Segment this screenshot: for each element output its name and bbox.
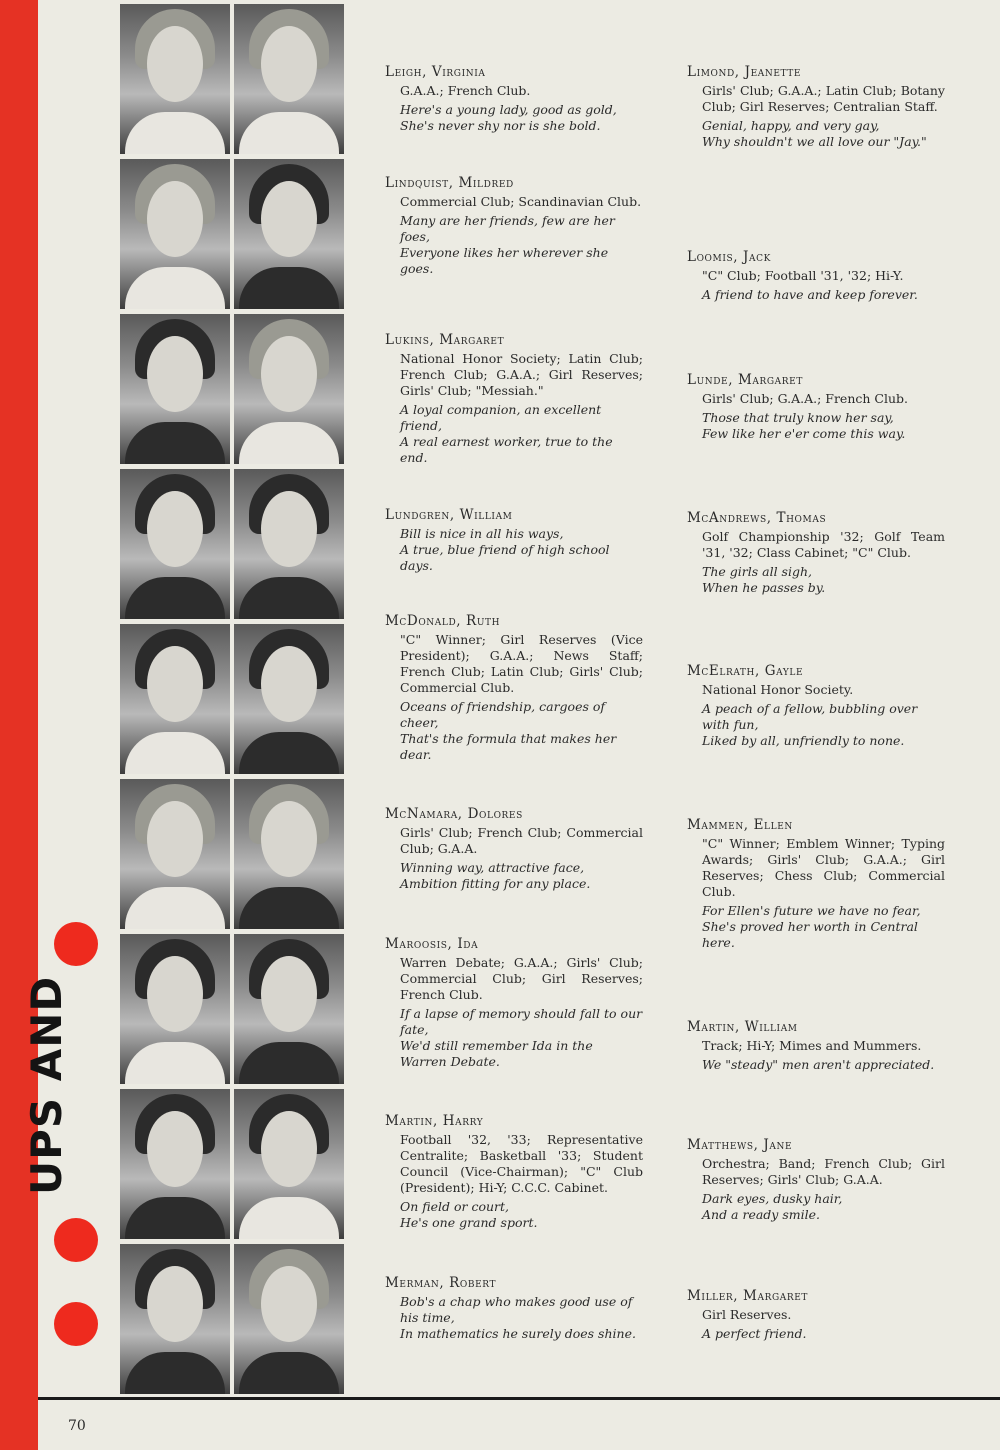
student-name: Maroosis, Ida xyxy=(385,936,479,952)
student-verse: We "steady" men aren't appreciated. xyxy=(702,1057,935,1072)
student-activities: "C" Winner; Girl Reserves (Vice President); G.A.A.; News Staff; French Club; Latin Club; Girls' Club; Commercial Club. xyxy=(400,632,643,695)
student-activities: Girls' Club; G.A.A.; French Club. xyxy=(702,391,908,406)
student-activities: National Honor Society; Latin Club; French Club; G.A.A.; Girl Reserves; Girls' Club; "Messiah." xyxy=(400,351,643,398)
student-activities: Track; Hi-Y; Mimes and Mummers. xyxy=(702,1038,922,1053)
red-dot-top xyxy=(54,922,98,966)
portrait-photo xyxy=(234,1244,344,1394)
portrait-photo xyxy=(234,469,344,619)
red-dot-middle xyxy=(54,1218,98,1262)
portrait-photo xyxy=(120,469,230,619)
student-entry xyxy=(385,507,643,574)
student-name: Lundgren, William xyxy=(385,507,513,523)
portrait-photo xyxy=(234,624,344,774)
student-entry xyxy=(385,936,643,1070)
student-activities: Girls' Club; G.A.A.; Latin Club; Botany Club; Girl Reserves; Centralian Staff. xyxy=(702,83,945,114)
student-name: Loomis, Jack xyxy=(687,249,771,265)
student-name: Limond, Jeanette xyxy=(687,64,802,80)
student-verse: Those that truly know her say, Few like her e'er come this way. xyxy=(702,410,906,441)
red-dot-bottom xyxy=(54,1302,98,1346)
portrait-photo xyxy=(120,159,230,309)
student-entry xyxy=(687,663,945,749)
student-verse: Winning way, attractive face, Ambition fitting for any place. xyxy=(400,860,591,891)
student-verse: Bob's a chap who makes good use of his time, In mathematics he surely does shine. xyxy=(400,1294,636,1341)
bottom-rule xyxy=(38,1397,1000,1400)
portrait-photo xyxy=(120,779,230,929)
student-activities: "C" Winner; Emblem Winner; Typing Awards; Girls' Club; G.A.A.; Girl Reserves; Chess Club; Commercial Club. xyxy=(702,836,945,899)
portrait-photo xyxy=(120,1089,230,1239)
student-name: Lunde, Margaret xyxy=(687,372,803,388)
student-name: McElrath, Gayle xyxy=(687,663,804,679)
student-entry xyxy=(385,1113,643,1231)
student-activities: Warren Debate; G.A.A.; Girls' Club; Commercial Club; Girl Reserves; French Club. xyxy=(400,955,643,1002)
student-verse: Dark eyes, dusky hair, And a ready smile. xyxy=(702,1191,843,1222)
student-entry xyxy=(687,817,945,951)
student-verse: On field or court, He's one grand sport. xyxy=(400,1199,538,1230)
student-verse: For Ellen's future we have no fear, She's proved her worth in Central here. xyxy=(702,903,921,950)
student-entry xyxy=(385,175,643,277)
student-entry xyxy=(385,613,643,763)
student-name: Lindquist, Mildred xyxy=(385,175,514,191)
student-verse: A peach of a fellow, bubbling over with fun, Liked by all, unfriendly to none. xyxy=(702,701,918,748)
student-entry xyxy=(687,64,945,150)
student-activities: Football '32, '33; Representative Centralite; Basketball '33; Student Council (Vice-Chairman); "C" Club (President); Hi-Y; C.C.C. Cabinet. xyxy=(400,1132,643,1195)
student-name: Miller, Margaret xyxy=(687,1288,808,1304)
student-verse: Oceans of friendship, cargoes of cheer, That's the formula that makes her dear. xyxy=(400,699,617,762)
student-verse: Many are her friends, few are her foes, Everyone likes her wherever she goes. xyxy=(400,213,615,276)
student-entry xyxy=(385,332,643,466)
student-entry xyxy=(687,1288,945,1342)
student-verse: A perfect friend. xyxy=(702,1326,807,1341)
student-entry xyxy=(687,249,945,303)
portrait-photo xyxy=(234,4,344,154)
student-name: Leigh, Virginia xyxy=(385,64,486,80)
student-verse: Genial, happy, and very gay, Why shouldn't we all love our "Jay." xyxy=(702,118,927,149)
red-margin-bar xyxy=(0,0,38,1450)
student-verse: A friend to have and keep forever. xyxy=(702,287,918,302)
student-verse: A loyal companion, an excellent friend, A real earnest worker, true to the end. xyxy=(400,402,613,465)
student-entry xyxy=(385,64,643,134)
student-activities: Commercial Club; Scandinavian Club. xyxy=(400,194,642,209)
student-entry xyxy=(385,1275,643,1342)
portrait-photo xyxy=(234,779,344,929)
student-verse: If a lapse of memory should fall to our fate, We'd still remember Ida in the Warren Debate. xyxy=(400,1006,643,1069)
student-name: McDonald, Ruth xyxy=(385,613,501,629)
student-name: Lukins, Margaret xyxy=(385,332,505,348)
page-number: 70 xyxy=(68,1418,86,1434)
portrait-photo xyxy=(120,934,230,1084)
student-entry xyxy=(687,1019,945,1073)
student-activities: Girls' Club; French Club; Commercial Club; G.A.A. xyxy=(400,825,643,856)
portrait-photo xyxy=(120,1244,230,1394)
side-tab-label: UPS AND xyxy=(22,975,71,1195)
student-name: Martin, Harry xyxy=(385,1113,484,1129)
student-name: Matthews, Jane xyxy=(687,1137,793,1153)
student-name: McNamara, Dolores xyxy=(385,806,523,822)
student-entry xyxy=(687,510,945,596)
portrait-photo xyxy=(120,314,230,464)
portrait-photo xyxy=(234,934,344,1084)
student-entry xyxy=(385,806,643,892)
student-name: Merman, Robert xyxy=(385,1275,497,1291)
portrait-photo xyxy=(120,624,230,774)
student-activities: G.A.A.; French Club. xyxy=(400,83,531,98)
student-activities: Girl Reserves. xyxy=(702,1307,792,1322)
student-entry xyxy=(687,1137,945,1223)
student-name: McAndrews, Thomas xyxy=(687,510,827,526)
student-activities: Golf Championship '32; Golf Team '31, '32; Class Cabinet; "C" Club. xyxy=(702,529,945,560)
student-entry xyxy=(687,372,945,442)
portrait-photo xyxy=(234,159,344,309)
student-activities: "C" Club; Football '31, '32; Hi-Y. xyxy=(702,268,904,283)
student-activities: Orchestra; Band; French Club; Girl Reserves; Girls' Club; G.A.A. xyxy=(702,1156,945,1187)
student-name: Martin, William xyxy=(687,1019,798,1035)
portrait-photo xyxy=(120,4,230,154)
student-verse: The girls all sigh, When he passes by. xyxy=(702,564,826,595)
portrait-photo xyxy=(234,314,344,464)
student-activities: National Honor Society. xyxy=(702,682,854,697)
student-verse: Here's a young lady, good as gold, She's never shy nor is she bold. xyxy=(400,102,617,133)
portrait-photo xyxy=(234,1089,344,1239)
student-verse: Bill is nice in all his ways, A true, blue friend of high school days. xyxy=(400,526,610,573)
student-name: Mammen, Ellen xyxy=(687,817,793,833)
